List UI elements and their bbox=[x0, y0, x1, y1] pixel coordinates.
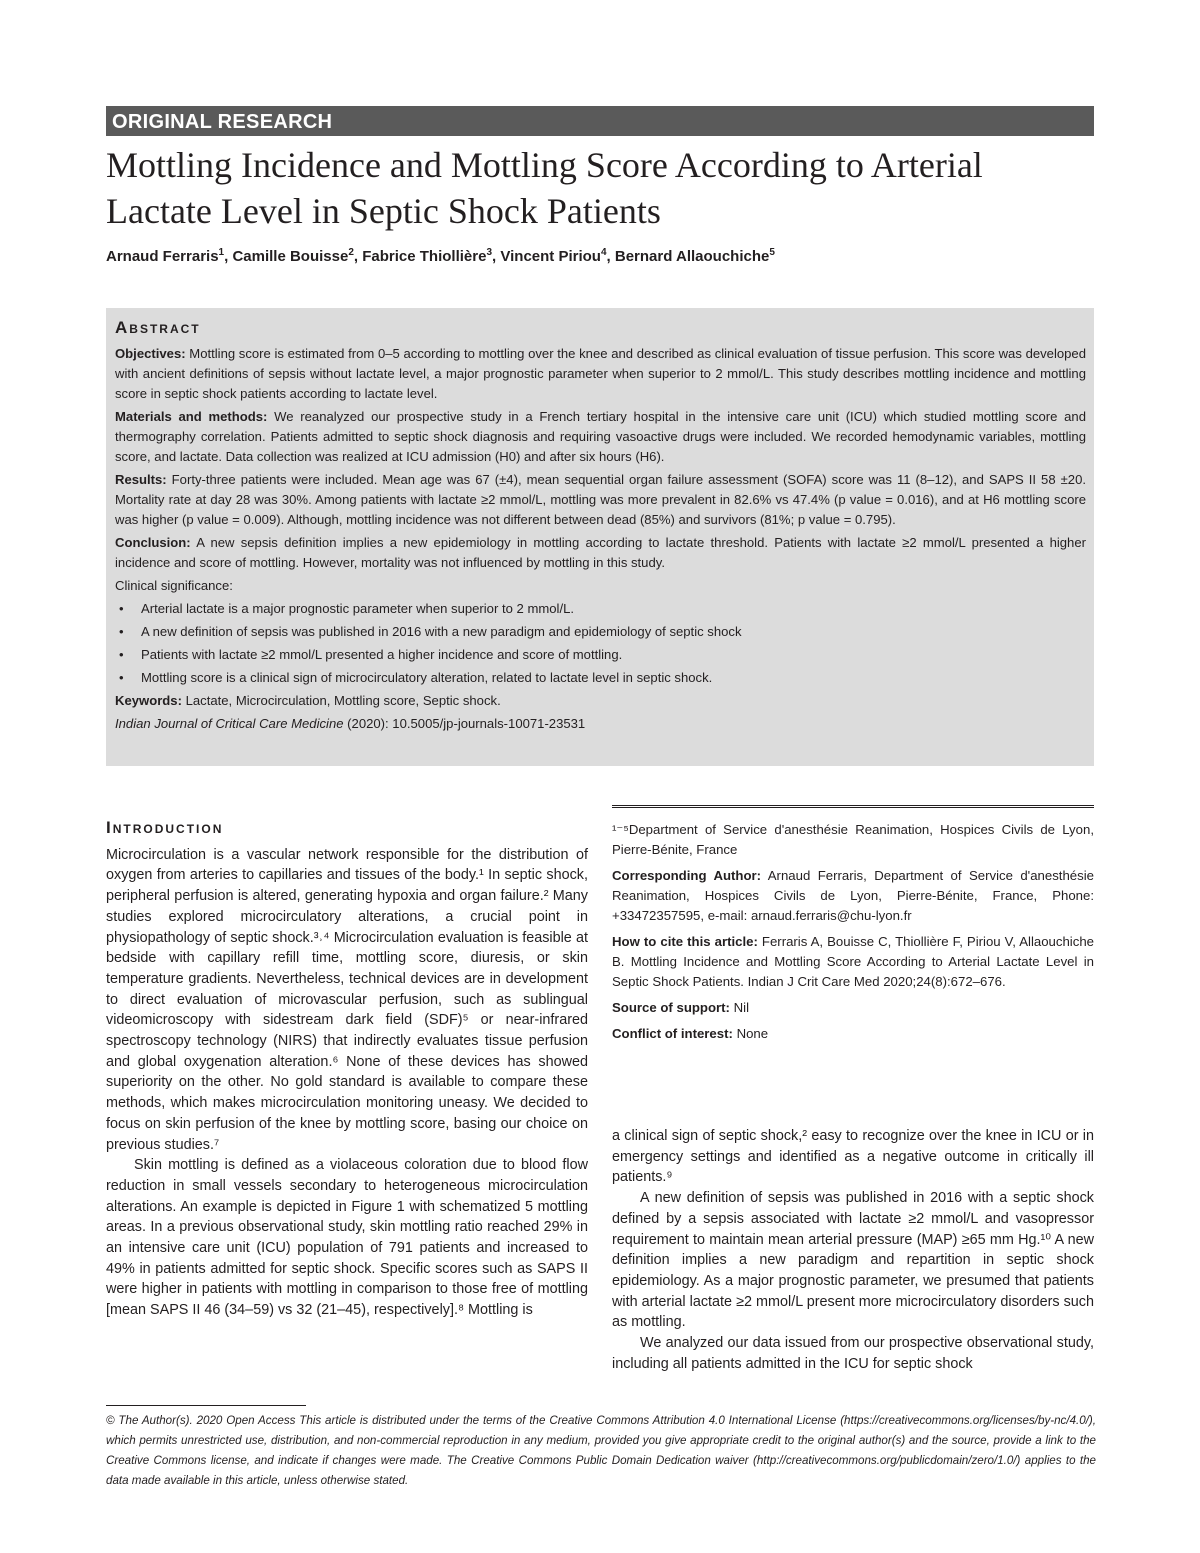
affiliation-department: ¹⁻⁵Department of Service d'anesthésie Reanimation, Hospices Civils de Lyon, Pierre-Bénite, France bbox=[612, 822, 1094, 857]
author-list: Arnaud Ferraris$^1$, Camille Bouisse$^2$, Fabrice Thiollière$^3$, Vincent Piriou$^4$, Bernard Allaouchiche$^5$ bbox=[106, 247, 775, 265]
list-item: • Arterial lactate is a major prognostic parameter when superior to 2 mmol/L. bbox=[119, 601, 575, 616]
author[interactable]: Camille Bouisse$^2$ bbox=[232, 247, 354, 265]
clinical-significance-list bbox=[115, 599, 1086, 688]
body-paragraph-3: We analyzed our data issued from our prospective observational study, including all patients admitted in the ICU for septic shock bbox=[612, 1335, 1094, 1372]
abstract-box bbox=[106, 308, 1094, 766]
introduction-column bbox=[106, 818, 588, 1321]
introduction-paragraph-2: Skin mottling is defined as a violaceous coloration due to blood flow reduction in small vessels secondary to heterogeneous microcirculation alterations. An example is depicted in Figure 1 with schematized 5 mottling areas. In a previous observational study, skin mottling ratio reached 29% in an intensive care unit (ICU) population of 791 patients and increased to 49% in patients admitted for septic shock. Specific scores such as SAPS II were higher in patients with mottling in comparison to those free of mottling [mean SAPS II 46 (34–59) vs 32 (21–45), respectively].⁸ Mottling is bbox=[106, 1157, 588, 1319]
abstract-conclusion: Conclusion: A new sepsis definition implies a new epidemiology in mottling according to lactate threshold. Patients with lactate ≥2 mmol/L presented a higher incidence and score of mottling. However, mortality was not influenced by mottling in this study. bbox=[115, 535, 1086, 570]
section-banner: ORIGINAL RESEARCH bbox=[106, 106, 1094, 136]
introduction-heading: Introduction bbox=[106, 818, 224, 837]
footnote-divider bbox=[106, 1405, 306, 1406]
author[interactable]: Arnaud Ferraris$^1$ bbox=[106, 247, 225, 265]
list-item: • Mottling score is a clinical sign of microcirculatory alteration, related to lactate level in septic shock. bbox=[119, 670, 713, 685]
abstract-objectives: Objectives: Mottling score is estimated from 0–5 according to mottling over the knee and described as clinical evaluation of tissue perfusion. This score was developed with ancient definitions of sepsis without lactate level, a major prognostic parameter when superior to 2 mmol/L. This study describes mottling incidence and mottling score in septic shock patients according to lactate level. bbox=[115, 346, 1087, 401]
abstract-methods: Materials and methods: We reanalyzed our prospective study in a French tertiary hospital in the intensive care unit (ICU) which studied mottling score and thermography correlation. Patients admitted to septic shock diagnosis and requiring vasoactive drugs were included. We recorded hemodynamic variables, mottling score, and lactate. Data collection was realized at ICU admission (H0) and after six hours (H6). bbox=[115, 409, 1086, 464]
body-paragraph-1: a clinical sign of septic shock,² easy to recognize over the knee in ICU or in emergency settings and identified as a negative outcome in critically ill patients.⁹ bbox=[612, 1128, 1094, 1186]
clinical-significance-label: Clinical significance: bbox=[115, 578, 233, 593]
body-paragraph-2: A new definition of sepsis was published in 2016 with a septic shock defined by a sepsis associated with lactate ≥2 mmol/L and vasopressor requirement to maintain mean arterial pressure (MAP) ≥65 mm Hg.¹⁰ A new definition implies a new paradigm and repartition in septic shock epidemiology. As a major prognostic parameter, we presumed that patients with arterial lactate ≥2 mmol/L present more microcirculatory disorders such as mottling. bbox=[612, 1190, 1094, 1331]
affiliation-box bbox=[612, 805, 1094, 1050]
abstract-keywords: Keywords: Lactate, Microcirculation, Mottling score, Septic shock. bbox=[115, 693, 501, 708]
abstract-heading: Abstract bbox=[115, 318, 201, 337]
source-of-support: Source of support: Nil bbox=[612, 1000, 750, 1015]
corresponding-author: Corresponding Author: Arnaud Ferraris, Department of Service d'anesthésie Reanimation, Hospices Civils de Lyon, Pierre-Bénite, France, Phone: +33472357595, e-mail: arnaud.ferraris@chu-lyon.fr bbox=[612, 868, 1094, 923]
right-column-body bbox=[612, 1126, 1094, 1374]
author[interactable]: Vincent Piriou$^4$ bbox=[500, 247, 607, 265]
introduction-paragraph-1: Microcirculation is a vascular network responsible for the distribution of oxygen from arteries to capillaries and tissues of the body.¹ In septic shock, peripheral perfusion is altered, generating hypoxia and organ failure.² Many studies explored microcirculatory alterations, a crucial point in physiopathology of septic shock.³˒⁴ Microcirculation evaluation is feasible at bedside with capillary refill time, mottling score, diuresis, or skin temperature gradients. Nevertheless, technical devices are in development to direct evaluation of microvascular perfusion, such as sublingual videomicroscopy with sidestream dark field (SDF)⁵ or near-infrared spectroscopy technology (NIRS) that indirectly evaluates tissue perfusion and global oxygenation alteration.⁶ None of these devices has showed superiority on the other. No gold standard is available to compare these methods, which makes microcirculation monitoring uneasy. We decided to focus on skin perfusion of the knee by mottling score, basing our choice on previous studies.⁷ bbox=[106, 846, 588, 1153]
author[interactable]: Bernard Allaouchiche$^5$ bbox=[614, 247, 775, 265]
how-to-cite: How to cite this article: Ferraris A, Bouisse C, Thiollière F, Piriou V, Allaouchiche B. Mottling Incidence and Mottling Score According to Arterial Lactate Level in Septic Shock Patients. Indian J Crit Care Med 2020;24(8):672–676. bbox=[612, 934, 1095, 989]
license-footnote: © The Author(s). 2020 Open Access This article is distributed under the terms of the Creative Commons Attribution 4.0 International License (https://creativecommons.org/licenses/by-nc/4.0/), which permits unrestricted use, distribution, and non-commercial reproduction in any medium, provided you give appropriate credit to the original author(s) and the source, provide a link to the Creative Commons license, and indicate if changes were made. The Creative Commons Public Domain Dedication waiver (http://creativecommons.org/publicdomain/zero/1.0/) applies to the data made available in this article, unless otherwise stated. bbox=[106, 1414, 1096, 1487]
journal-citation[interactable]: Indian Journal of Critical Care Medicine (2020): 10.5005/jp-journals-10071-23531 bbox=[115, 716, 586, 731]
list-item: • Patients with lactate ≥2 mmol/L presented a higher incidence and score of mottling. bbox=[119, 647, 623, 662]
article-title: Mottling Incidence and Mottling Score According to Arterial Lactate Level in Septic Shock Patients bbox=[106, 145, 983, 231]
list-item: • A new definition of sepsis was published in 2016 with a new paradigm and epidemiology of septic shock bbox=[119, 624, 742, 639]
conflict-of-interest: Conflict of interest: None bbox=[612, 1026, 769, 1041]
author[interactable]: Fabrice Thiollière$^3$ bbox=[362, 247, 493, 265]
abstract-results: Results: Forty-three patients were included. Mean age was 67 (±4), mean sequential organ failure assessment (SOFA) score was 11 (8–12), and SAPS II 58 ±20. Mortality rate at day 28 was 30%. Among patients with lactate ≥2 mmol/L, mottling was more prevalent in 82.6% vs 47.4% (p value = 0.016), and at H6 mottling score was higher (p value = 0.009). Although, mottling incidence was not different between dead (85%) and survivors (81%; p value = 0.795). bbox=[115, 472, 1086, 527]
